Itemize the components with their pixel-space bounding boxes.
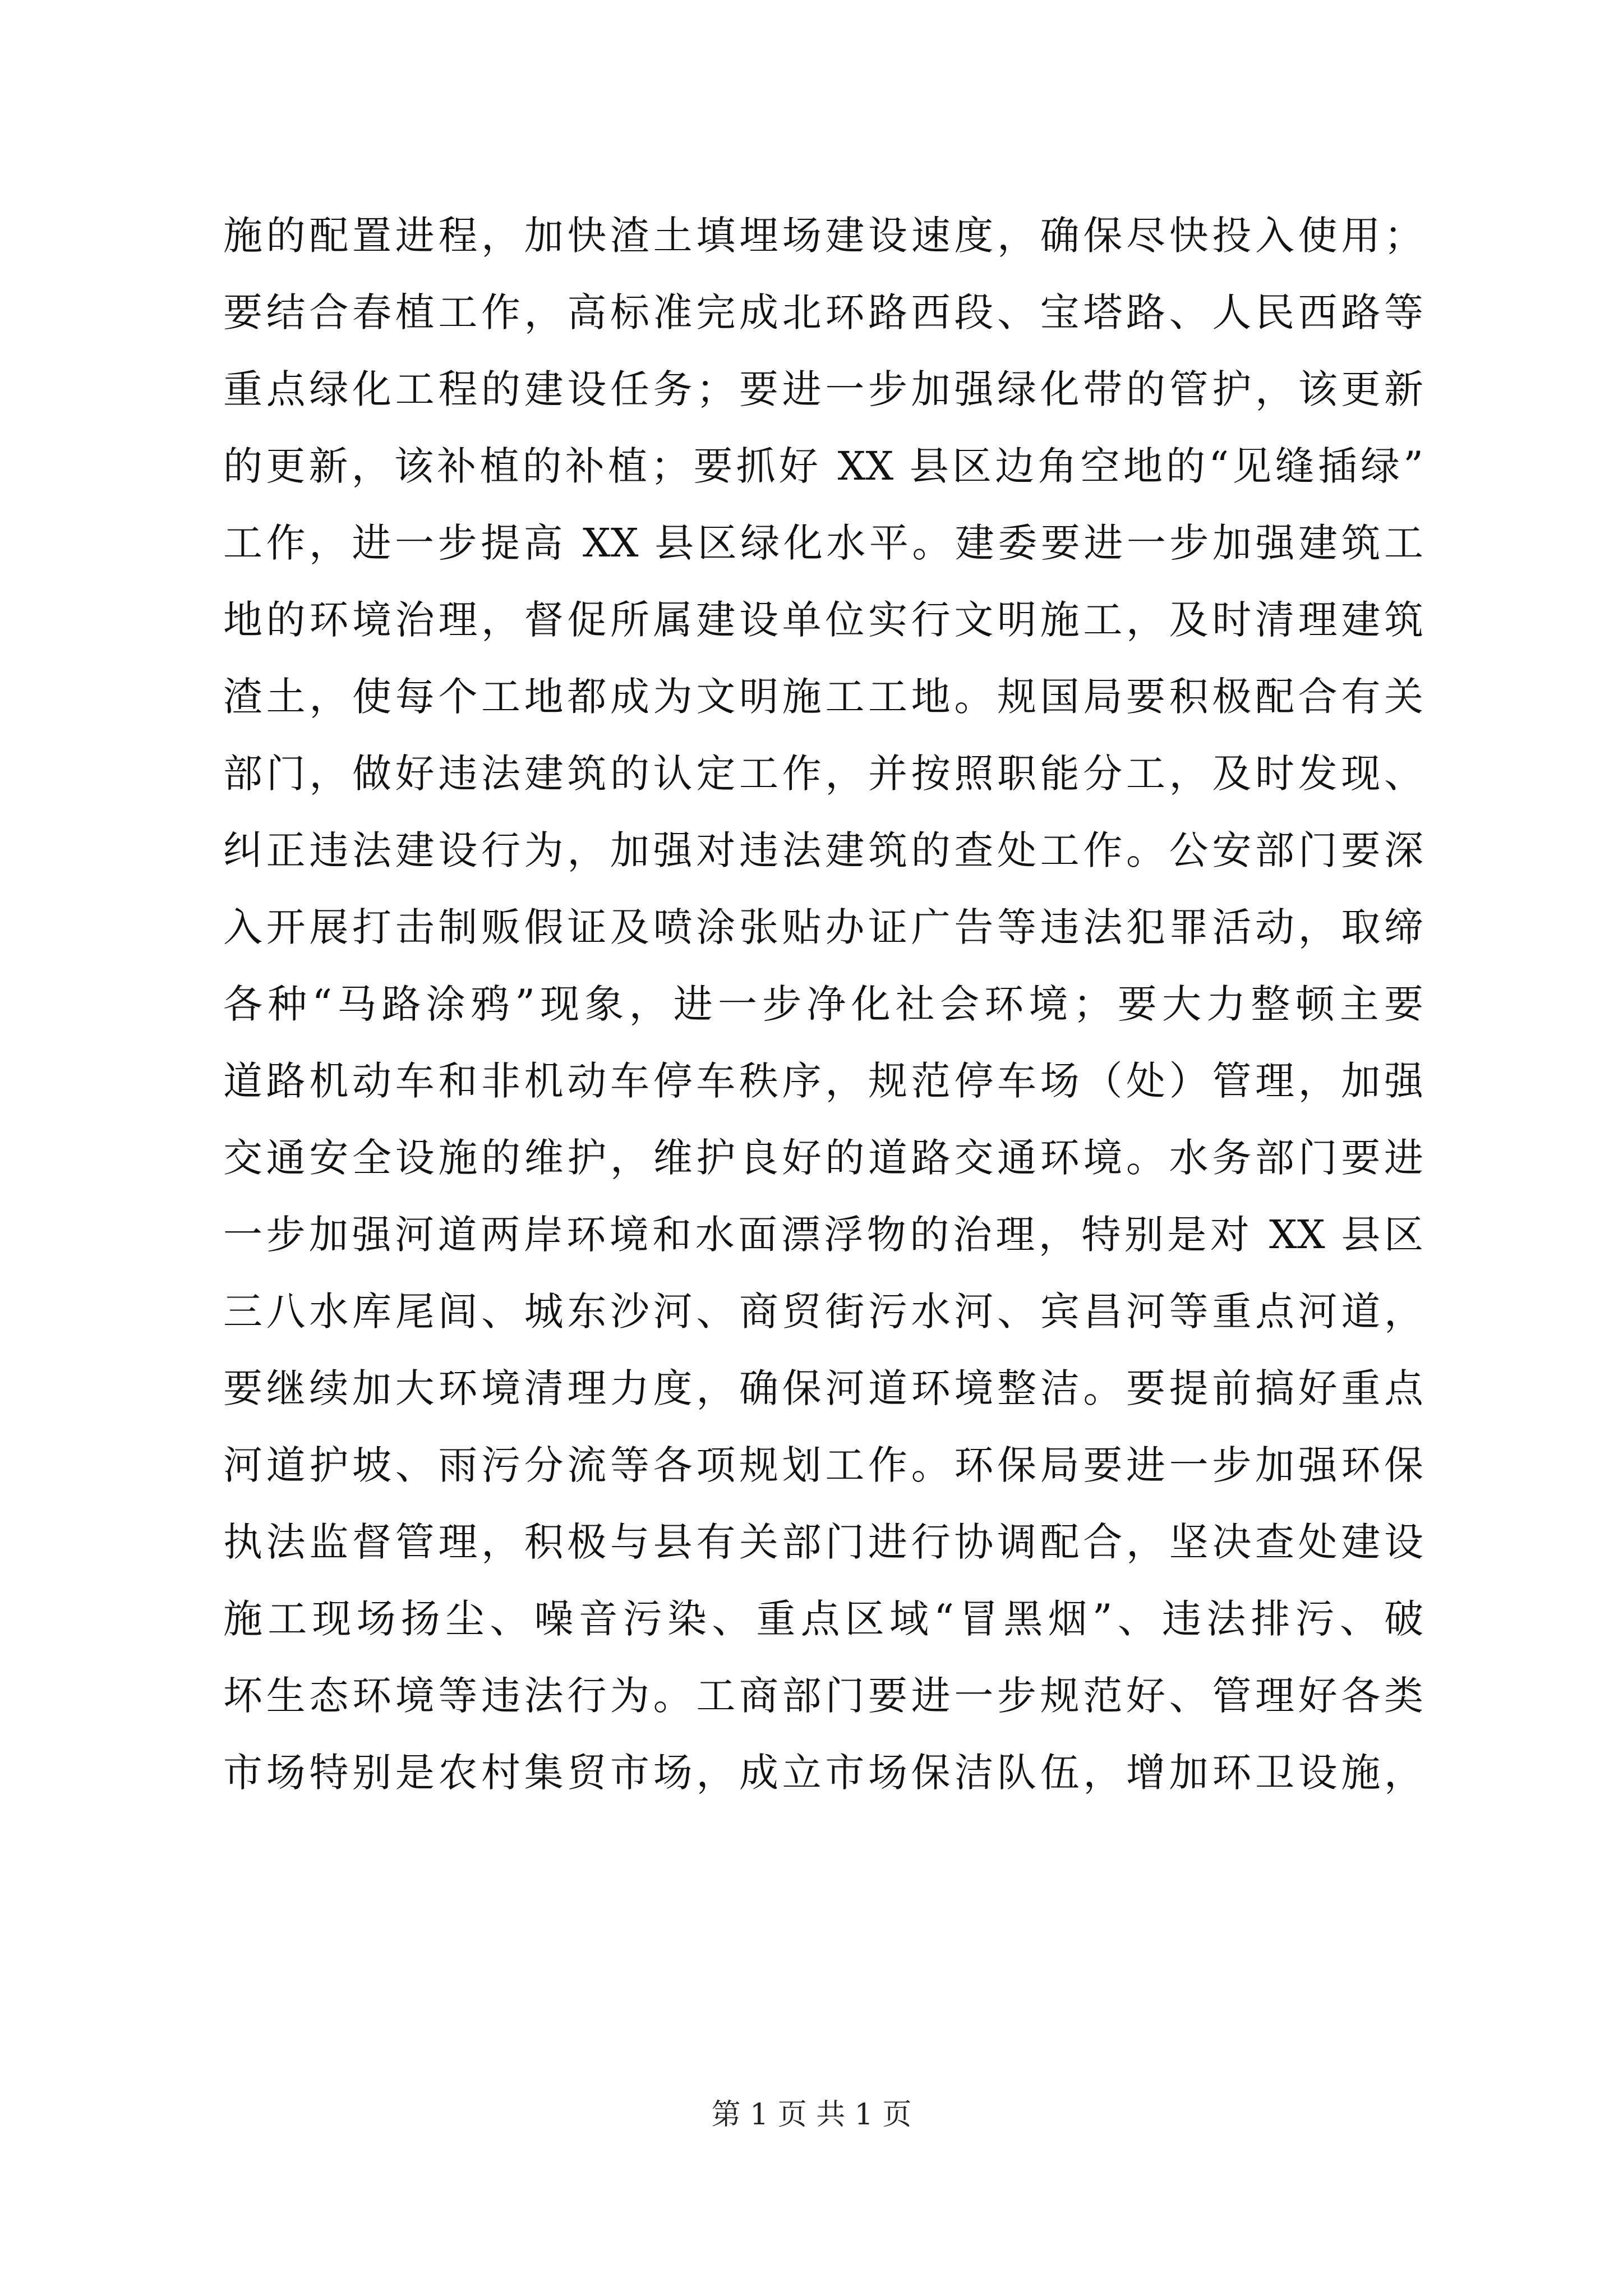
text-line: 市场特别是农村集贸市场，成立市场保洁队伍，增加环卫设施， <box>223 1750 1423 1796</box>
text-line: 的更新，该补植的补植；要抓好 XX 县区边角空地的“见缝插绿” <box>223 443 1423 489</box>
text-line: 执法监督管理，积极与县有关部门进行协调配合，坚决查处建设 <box>223 1519 1423 1565</box>
body-text <box>223 197 1423 1811</box>
text-line: 要结合春植工作，高标准完成北环路西段、宝塔路、人民西路等 <box>223 289 1423 335</box>
text-line: 地的环境治理，督促所属建设单位实行文明施工，及时清理建筑 <box>223 597 1423 643</box>
text-line: 施的配置进程，加快渣土填埋场建设速度，确保尽快投入使用； <box>223 213 1423 259</box>
text-line: 道路机动车和非机动车停车秩序，规范停车场（处）管理，加强 <box>223 1058 1423 1104</box>
text-line: 部门，做好违法建筑的认定工作，并按照职能分工，及时发现、 <box>223 751 1423 797</box>
text-line: 河道护坡、雨污分流等各项规划工作。环保局要进一步加强环保 <box>223 1442 1423 1488</box>
text-line: 工作，进一步提高 XX 县区绿化水平。建委要进一步加强建筑工 <box>223 520 1423 566</box>
text-line: 入开展打击制贩假证及喷涂张贴办证广告等违法犯罪活动，取缔 <box>223 904 1423 950</box>
text-line: 交通安全设施的维护，维护良好的道路交通环境。水务部门要进 <box>223 1135 1423 1181</box>
text-line: 坏生态环境等违法行为。工商部门要进一步规范好、管理好各类 <box>223 1673 1423 1719</box>
page-number-label: 第 1 页 共 1 页 <box>711 2098 912 2132</box>
text-line: 纠正违法建设行为，加强对违法建筑的查处工作。公安部门要深 <box>223 827 1423 873</box>
text-line: 渣土，使每个工地都成为文明施工工地。规国局要积极配合有关 <box>223 674 1423 720</box>
page-footer <box>0 2095 1623 2134</box>
text-line: 重点绿化工程的建设任务；要进一步加强绿化带的管护，该更新 <box>223 366 1423 412</box>
text-line: 三八水库尾闾、城东沙河、商贸街污水河、宾昌河等重点河道， <box>223 1289 1423 1335</box>
text-line: 要继续加大环境清理力度，确保河道环境整洁。要提前搞好重点 <box>223 1365 1423 1411</box>
text-line: 一步加强河道两岸环境和水面漂浮物的治理，特别是对 XX 县区 <box>223 1212 1423 1258</box>
text-line: 各种“马路涂鸦”现象，进一步净化社会环境；要大力整顿主要 <box>223 981 1423 1027</box>
text-line: 施工现场扬尘、噪音污染、重点区域“冒黑烟”、违法排污、破 <box>223 1596 1423 1642</box>
